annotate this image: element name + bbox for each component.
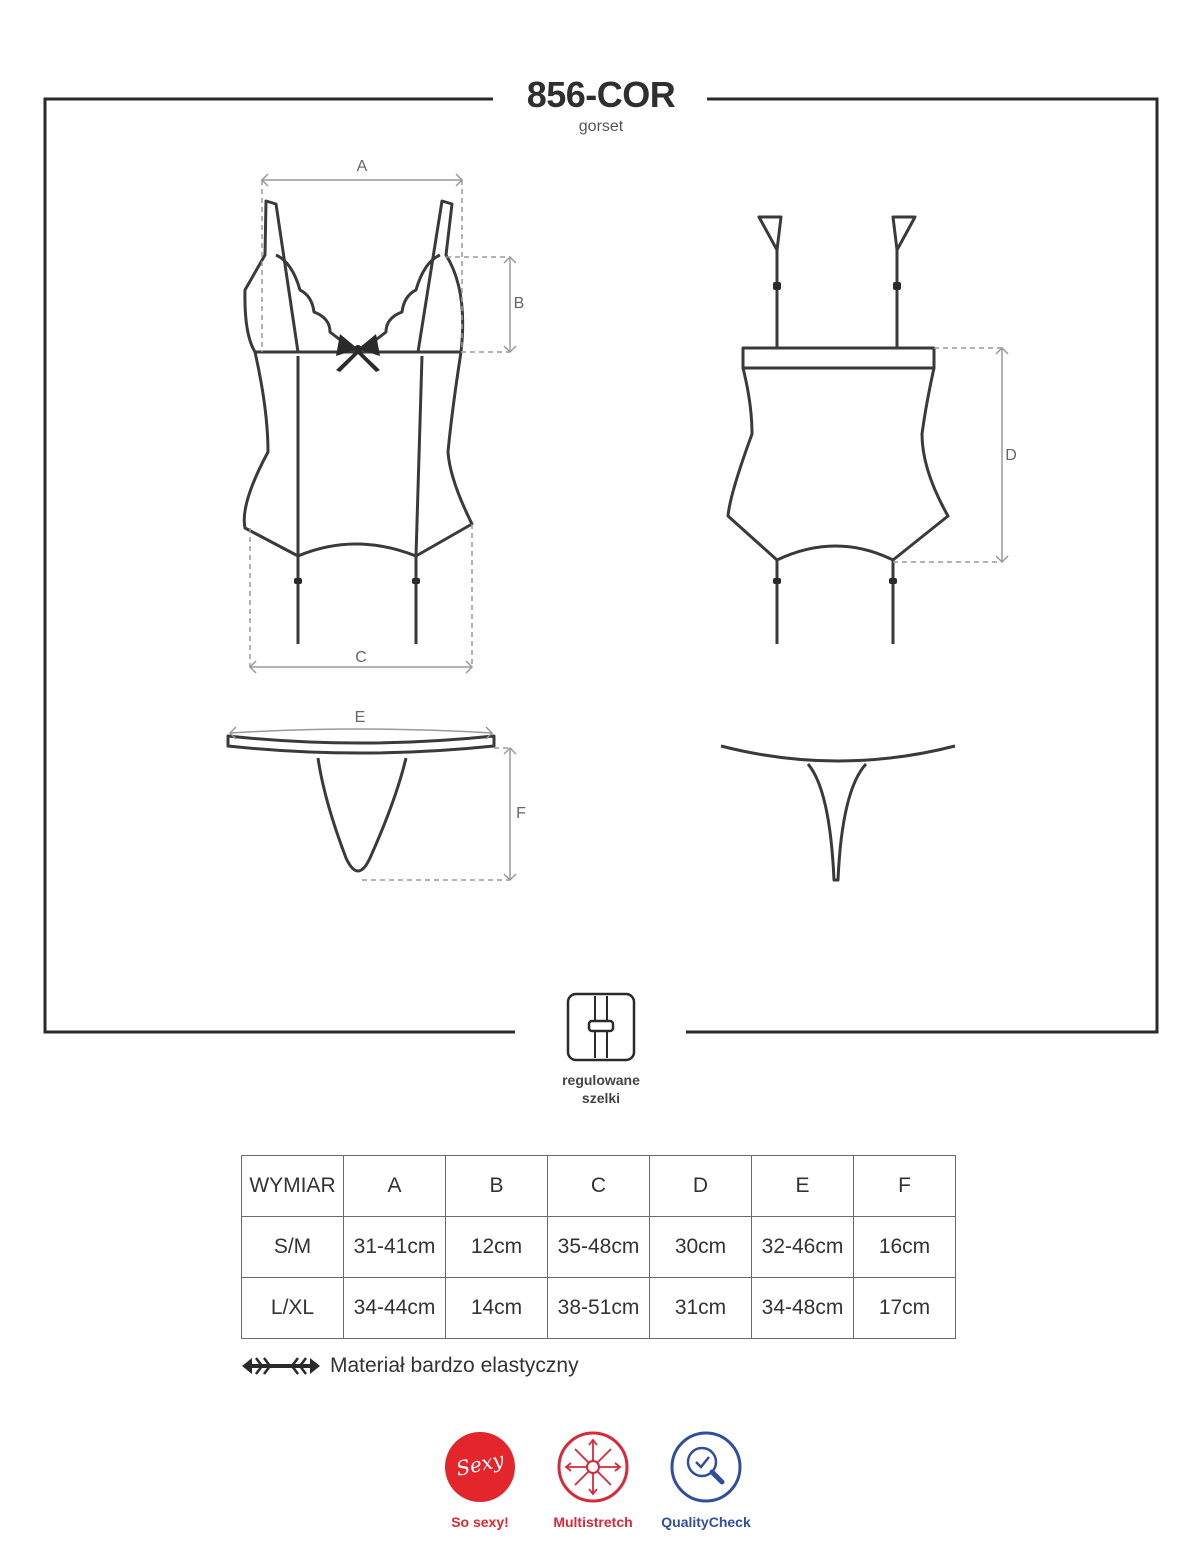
badge-label-qualitycheck: QualityCheck — [661, 1514, 751, 1530]
table-cell: 34-48cm — [752, 1278, 854, 1339]
table-cell: L/XL — [242, 1278, 344, 1339]
adjustable-straps-icon — [568, 994, 634, 1060]
bow-icon — [336, 334, 380, 372]
thong-back-drawing — [721, 746, 955, 880]
elastic-note: Materiał bardzo elastyczny — [330, 1354, 579, 1377]
thong-front-drawing — [228, 736, 494, 871]
dim-label-a: A — [356, 158, 368, 175]
table-header-cell: B — [446, 1156, 548, 1217]
table-cell: 14cm — [446, 1278, 548, 1339]
feature-label-line2: szelki — [581, 1090, 621, 1106]
corset-front-drawing — [244, 201, 472, 644]
table-cell: 16cm — [854, 1217, 956, 1278]
table-cell: 17cm — [854, 1278, 956, 1339]
table-cell: 12cm — [446, 1217, 548, 1278]
sexy-badge-text: Sexy — [453, 1447, 507, 1481]
badge-label-multistretch: Multistretch — [553, 1514, 633, 1530]
table-cell: S/M — [242, 1217, 344, 1278]
dim-label-c: C — [355, 649, 367, 666]
feature-label-line1: regulowane — [562, 1072, 640, 1088]
frame-border — [45, 99, 1157, 1032]
badge-label-sexy: So sexy! — [451, 1514, 509, 1530]
table-header-cell: F — [854, 1156, 956, 1217]
size-table — [241, 1155, 956, 1339]
table-cell: 32-46cm — [752, 1217, 854, 1278]
dimension-lines — [230, 174, 1008, 880]
garter-clips-front — [294, 578, 420, 584]
dim-label-f: F — [516, 805, 526, 822]
dim-label-e: E — [354, 709, 366, 726]
table-cell: 38-51cm — [548, 1278, 650, 1339]
quality-check-icon — [672, 1433, 740, 1501]
table-header-row — [242, 1156, 956, 1217]
dim-label-b: B — [513, 295, 525, 312]
table-row — [242, 1217, 956, 1278]
table-row — [242, 1278, 956, 1339]
table-header-cell: WYMIAR — [242, 1156, 344, 1217]
table-header-cell: D — [650, 1156, 752, 1217]
stretch-arrows-icon — [242, 1358, 320, 1374]
table-cell: 30cm — [650, 1217, 752, 1278]
feature-label — [500, 1071, 702, 1107]
table-header-cell: A — [344, 1156, 446, 1217]
multistretch-icon — [559, 1433, 627, 1501]
table-cell: 34-44cm — [344, 1278, 446, 1339]
table-header-cell: C — [548, 1156, 650, 1217]
dim-label-d: D — [1005, 447, 1017, 464]
table-cell: 31-41cm — [344, 1217, 446, 1278]
corset-back-drawing — [728, 217, 948, 644]
table-cell: 31cm — [650, 1278, 752, 1339]
product-code: 856-COR — [526, 74, 676, 115]
product-type: gorset — [578, 118, 624, 135]
table-header-cell: E — [752, 1156, 854, 1217]
strap-sliders-back — [773, 282, 901, 584]
table-cell: 35-48cm — [548, 1217, 650, 1278]
